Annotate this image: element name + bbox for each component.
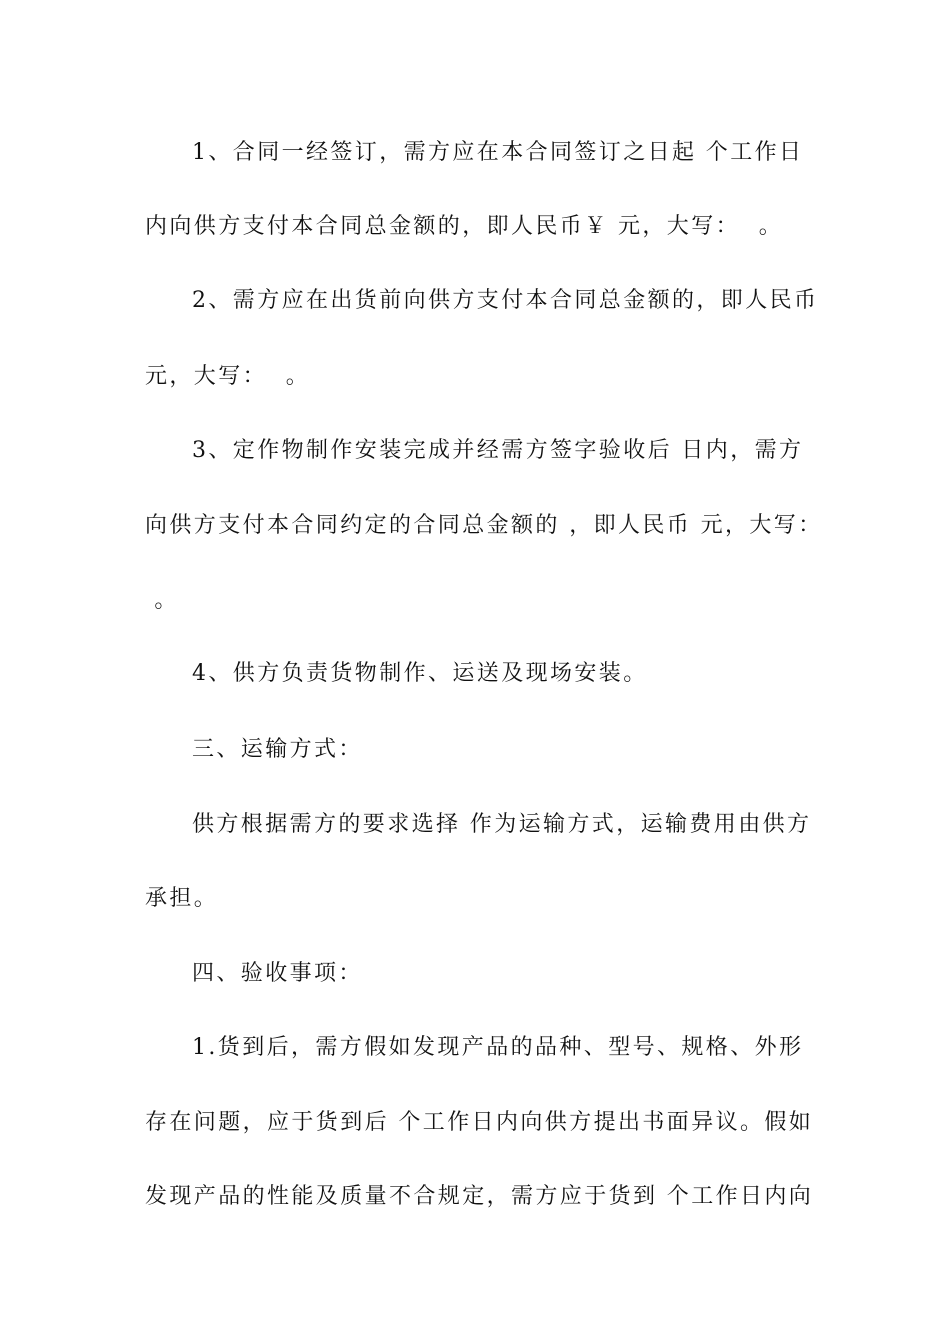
paragraph-line: 3、定作物制作安装完成并经需方签字验收后 日内，需方 [192, 438, 804, 463]
paragraph-line: 供方根据需方的要求选择 作为运输方式，运输费用由供方 [192, 812, 812, 837]
section-heading: 四、验收事项： [192, 961, 363, 986]
paragraph-line: 1、合同一经签订，需方应在本合同签订之日起 个工作日 [192, 140, 804, 165]
paragraph-line: 2、需方应在出货前向供方支付本合同总金额的，即人民币 [192, 288, 819, 313]
paragraph-line: 1.货到后，需方假如发现产品的品种、型号、规格、外形 [192, 1035, 804, 1060]
paragraph-line: 内向供方支付本合同总金额的，即人民币￥ 元，大写： 。 [145, 214, 784, 239]
paragraph-line: 。 [145, 588, 179, 613]
paragraph-line: 向供方支付本合同约定的合同总金额的 ，即人民币 元，大写： [145, 513, 823, 538]
section-heading: 三、运输方式： [192, 737, 363, 762]
paragraph-line: 存在问题，应于货到后 个工作日内向供方提出书面异议。假如 [145, 1110, 814, 1135]
paragraph-line: 元，大写： 。 [145, 364, 311, 389]
paragraph-line: 发现产品的性能及质量不合规定，需方应于货到 个工作日内向 [145, 1184, 814, 1209]
paragraph-line: 4、供方负责货物制作、运送及现场安装。 [192, 661, 648, 686]
paragraph-line: 承担。 [145, 886, 219, 911]
